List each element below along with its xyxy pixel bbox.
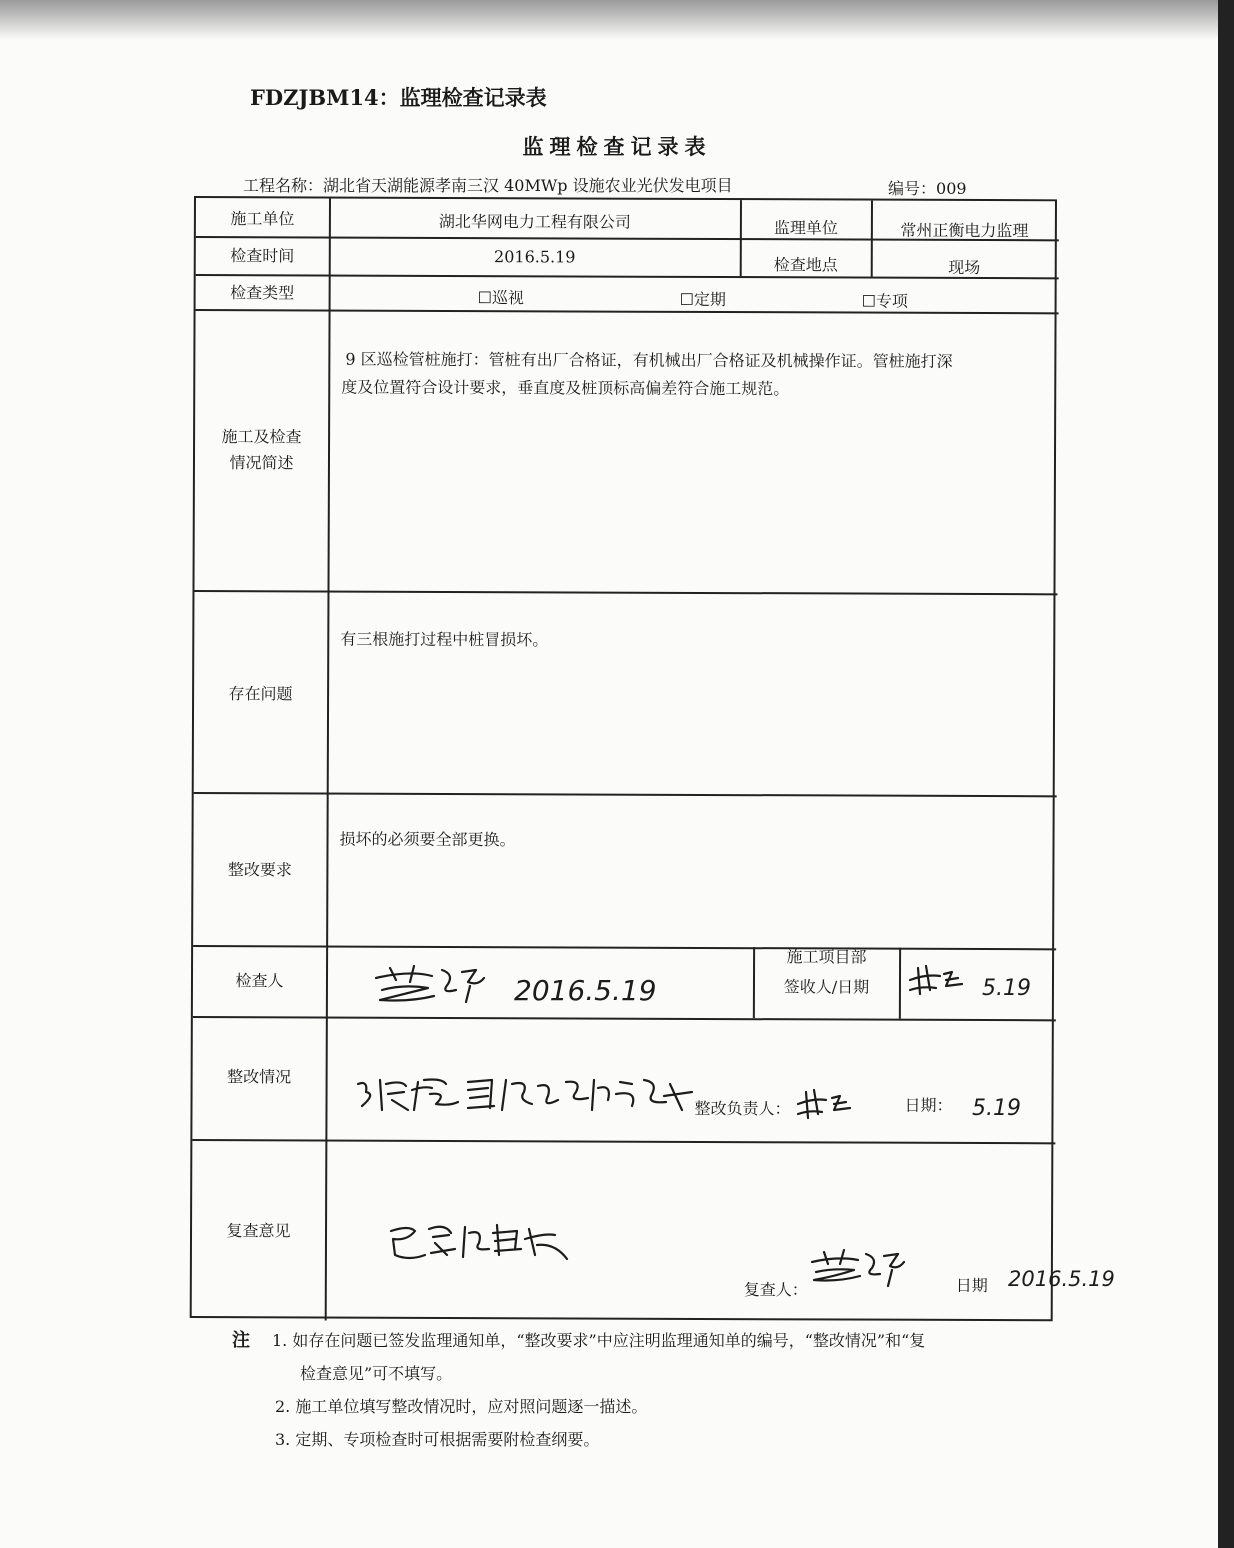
serial-value: 009 xyxy=(936,179,967,198)
serial-number xyxy=(888,176,967,199)
note-item: 1. 如存在问题已签发监理通知单，“整改要求”中应注明监理通知单的编号，“整改情况”和“复 xyxy=(272,1331,926,1350)
scan-shadow-right xyxy=(1218,0,1234,1548)
supervisor-value: 常州正衡电力监理 xyxy=(900,220,1029,241)
time-label: 检查时间 xyxy=(230,246,295,266)
problem-text: 有三根施打过程中桩冒损坏。 xyxy=(340,629,549,650)
note-item: 2. 施工单位填写整改情况时，应对照问题逐一描述。 xyxy=(275,1397,648,1416)
contractor-label: 施工单位 xyxy=(230,209,295,229)
note-item: 检查意见”可不填写。 xyxy=(300,1364,453,1383)
description-label-line1: 施工及检查 xyxy=(221,427,302,447)
rectify-handwriting xyxy=(352,1070,702,1120)
column-divider xyxy=(325,199,331,1321)
inspector-date-text: 2016.5.19 xyxy=(514,974,657,1007)
row-divider xyxy=(193,1016,1056,1021)
project-line xyxy=(243,173,733,196)
review-date xyxy=(1006,1258,1116,1298)
row-divider xyxy=(194,590,1057,595)
document-code: FDZJBM14：监理检查记录表 xyxy=(250,85,547,110)
receiver-date xyxy=(980,968,1040,1004)
project-label: 工程名称： xyxy=(243,176,324,195)
rectify-date-text: 5.19 xyxy=(972,1096,1021,1121)
inspector-label: 检查人 xyxy=(235,971,284,991)
inspection-record-table xyxy=(190,196,1057,1321)
notes-section xyxy=(232,1324,925,1456)
note-item: 3. 定期、专项检查时可根据需要附检查纲要。 xyxy=(275,1430,600,1449)
receiver-signature xyxy=(906,960,968,1000)
rectify-date-label: 日期： xyxy=(904,1095,953,1115)
description-label-line2: 情况简述 xyxy=(229,453,294,473)
rectify-person-label: 整改负责人： xyxy=(694,1098,791,1119)
serial-label: 编号： xyxy=(888,179,937,198)
row-divider xyxy=(192,1139,1055,1144)
type-option-patrol[interactable]: ☐巡视 xyxy=(477,288,525,308)
receiver-date-text: 5.19 xyxy=(982,976,1031,1001)
receiver-label xyxy=(754,942,899,1003)
inspector-signature xyxy=(370,960,490,1006)
problem-label: 存在问题 xyxy=(228,684,293,704)
note-line-1 xyxy=(232,1324,925,1357)
reviewer-signature xyxy=(806,1246,906,1288)
receiver-label-line2: 签收人/日期 xyxy=(783,977,870,997)
requirement-label: 整改要求 xyxy=(227,860,292,880)
form-title: 监理检查记录表 xyxy=(522,134,712,159)
supervisor-label: 监理单位 xyxy=(773,218,838,238)
column-divider xyxy=(899,948,901,1019)
reviewer-label: 复查人： xyxy=(743,1280,808,1300)
type-option-periodic[interactable]: ☐定期 xyxy=(679,289,727,310)
notes-label: 注 xyxy=(232,1330,250,1351)
time-value: 2016.5.19 xyxy=(494,247,576,267)
place-value: 现场 xyxy=(948,257,981,278)
review-date-text: 2016.5.19 xyxy=(1008,1267,1115,1291)
row-divider xyxy=(194,792,1057,797)
scan-shadow-top xyxy=(0,0,1234,40)
inspector-date xyxy=(510,968,660,1012)
review-date-label: 日期 xyxy=(955,1275,988,1296)
row-divider xyxy=(196,309,1059,314)
rectify-person-signature xyxy=(794,1086,856,1124)
row-divider xyxy=(193,945,1056,950)
requirement-text: 损坏的必须要全部更换。 xyxy=(339,829,516,850)
review-handwriting xyxy=(385,1215,575,1267)
receiver-label-line1: 施工项目部 xyxy=(786,947,867,967)
rectify-date xyxy=(968,1088,1032,1124)
place-label: 检查地点 xyxy=(773,255,838,275)
type-label: 检查类型 xyxy=(230,283,295,303)
rectify-label: 整改情况 xyxy=(227,1067,292,1087)
description-line: 9 区巡检管桩施打：管桩有出厂合格证，有机械出厂合格证及机械操作证。管桩施打深 xyxy=(345,349,953,371)
contractor-value: 湖北华网电力工程有限公司 xyxy=(438,211,631,232)
description-line: 度及位置符合设计要求，垂直度及桩顶标高偏差符合施工规范。 xyxy=(341,377,790,399)
description-text xyxy=(341,346,952,404)
project-name: 湖北省天湖能源孝南三汉 40MWp 设施农业光伏发电项目 xyxy=(323,176,733,195)
type-option-special[interactable]: ☐专项 xyxy=(861,291,908,311)
description-label xyxy=(195,424,328,477)
review-label: 复查意见 xyxy=(226,1221,291,1241)
